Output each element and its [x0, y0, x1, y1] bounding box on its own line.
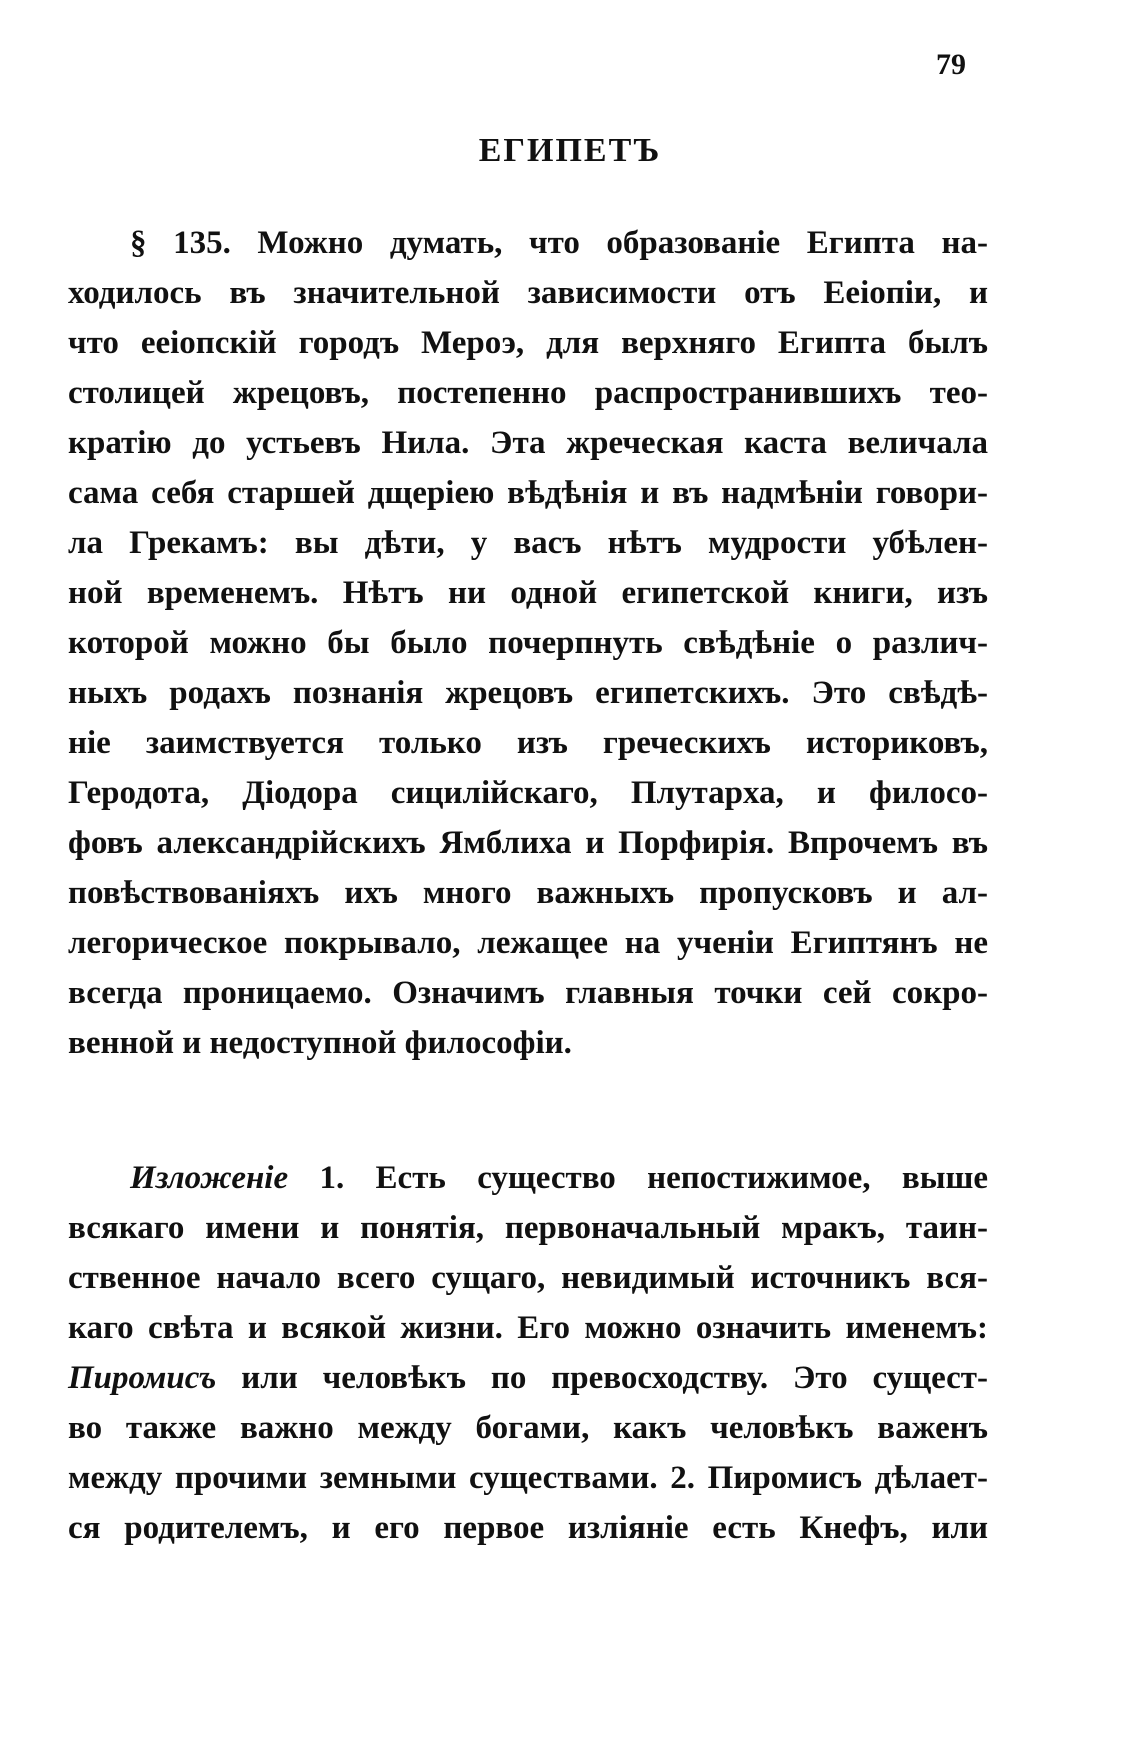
text-line: § 135. Можно думать, что образованіе Египта на-	[130, 225, 988, 261]
text-line: что ееіопскій городъ Мероэ, для верхняго Египта былъ	[68, 325, 988, 361]
page-title: ЕГИПЕТЪ	[478, 132, 662, 169]
text-line: ходилось въ значительной зависимости отъ Ееіопіи, и	[68, 275, 988, 311]
text-line: Геродота, Діодора сицилійскаго, Плутарха, и филосо-	[68, 775, 988, 811]
text-line: ныхъ родахъ познанія жрецовъ египетскихъ. Это свѣдѣ-	[68, 675, 988, 711]
text-line: кратію до устьевъ Нила. Эта жреческая каста величала	[68, 425, 988, 461]
text-line: столицей жрецовъ, постепенно распространившихъ тео-	[68, 375, 988, 411]
text-line: сама себя старшей дщеріею вѣдѣнія и въ надмѣніи говори-	[68, 475, 988, 511]
text-line: всякаго имени и понятія, первоначальный мракъ, таин-	[68, 1210, 988, 1246]
text-line: которой можно бы было почерпнуть свѣдѣніе о различ-	[68, 625, 988, 661]
text-line: всегда проницаемо. Означимъ главныя точки сей сокро-	[68, 975, 988, 1011]
text-line: во также важно между богами, какъ человѣкъ важенъ	[68, 1410, 988, 1446]
text-line: ніе заимствуется только изъ греческихъ историковъ,	[68, 725, 988, 761]
text-line: ся родителемъ, и его первое изліяніе есть Кнефъ, или	[68, 1510, 988, 1546]
text-line: ственное начало всего сущаго, невидимый источникъ вся-	[68, 1260, 988, 1296]
text-line: ла Грекамъ: вы дѣти, у васъ нѣтъ мудрости убѣлен-	[68, 525, 988, 561]
text-line: ной временемъ. Нѣтъ ни одной египетской книги, изъ	[68, 575, 988, 611]
text-line: венной и недоступной философіи.	[68, 1025, 572, 1061]
exposition-label: Изложеніе	[130, 1160, 289, 1196]
text-line: повѣствованіяхъ ихъ много важныхъ пропусковъ и ал-	[68, 875, 988, 911]
piromis-word: Пиромисъ	[68, 1360, 217, 1396]
text-line: легорическое покрывало, лежащее на ученіи Египтянъ не	[68, 925, 988, 961]
piromis-line	[68, 1353, 988, 1403]
text-line: каго свѣта и всякой жизни. Его можно означить именемъ:	[68, 1310, 988, 1346]
page-number: 79	[936, 48, 966, 81]
exposition-first-line-text: 1. Есть существо непостижимое, выше	[319, 1160, 988, 1196]
text-line: фовъ александрійскихъ Ямблиха и Порфирія. Впрочемъ въ	[68, 825, 988, 861]
text-line: между прочими земными существами. 2. Пиромисъ дѣлает-	[68, 1460, 988, 1496]
piromis-line-text: или человѣкъ по превосходству. Это сущест-	[241, 1360, 989, 1396]
exposition-first-line	[130, 1153, 988, 1203]
